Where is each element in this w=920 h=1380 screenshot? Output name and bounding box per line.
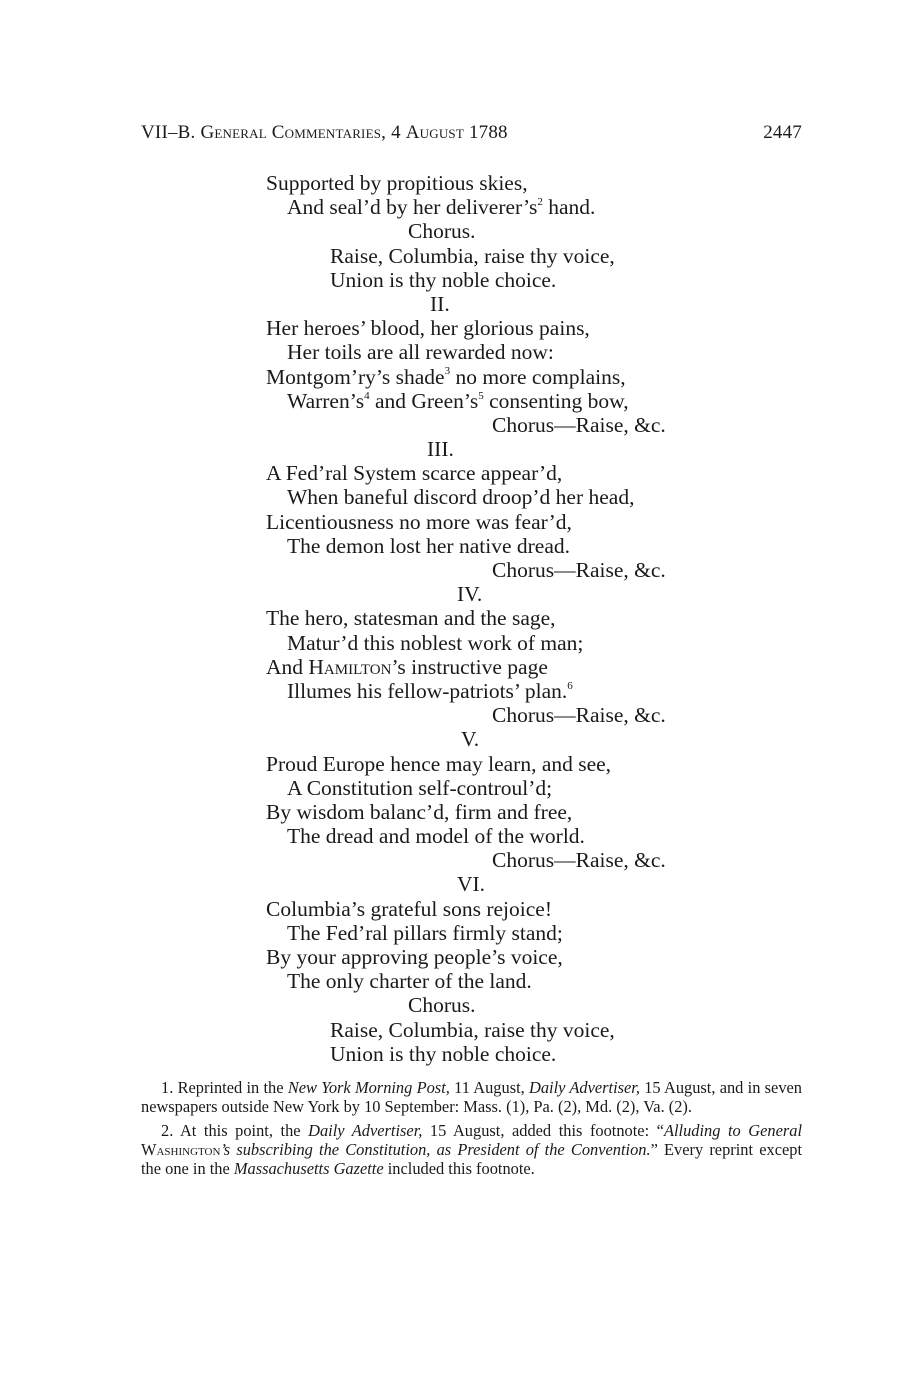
poem-line: By your approving people’s voice, bbox=[266, 945, 563, 969]
poem-line bbox=[266, 365, 786, 389]
line-text: Warren’s bbox=[287, 388, 365, 413]
title-month: August bbox=[405, 122, 464, 143]
title-year: 1788 bbox=[464, 122, 508, 143]
footnote-ref: 3 bbox=[444, 365, 451, 378]
quoted-text: ’s subscribing the Constitution, as President of the Convention. bbox=[220, 1139, 651, 1159]
poem-line bbox=[266, 389, 786, 413]
poem-line: The only charter of the land. bbox=[287, 969, 532, 994]
footnote-1 bbox=[141, 1078, 802, 1117]
name-small-caps: Washington bbox=[141, 1139, 221, 1159]
poem-line: When baneful discord droop’d her head, bbox=[287, 485, 635, 510]
line-text: consenting bow, bbox=[483, 388, 629, 413]
chorus-reference: Chorus—Raise, &c. bbox=[492, 558, 666, 582]
newspaper-title: Massachusetts Gazette bbox=[233, 1159, 384, 1179]
chorus-line: Union is thy noble choice. bbox=[330, 267, 557, 292]
running-head-title bbox=[141, 122, 508, 144]
stanza-number: V. bbox=[461, 727, 480, 752]
chorus-heading: Chorus. bbox=[408, 219, 476, 244]
chorus-line: Raise, Columbia, raise thy voice, bbox=[330, 1017, 615, 1042]
footnote-ref: 5 bbox=[478, 389, 484, 402]
poem bbox=[266, 171, 786, 1066]
poem-line: Licentiousness no more was fear’d, bbox=[266, 509, 572, 534]
note-text: 2. At this point, the bbox=[161, 1120, 309, 1140]
poem-line: Her toils are all rewarded now: bbox=[287, 340, 554, 365]
newspaper-title: Daily Advertiser, bbox=[529, 1078, 640, 1097]
stanza-number: III. bbox=[427, 437, 454, 462]
line-text: and Green’s bbox=[369, 388, 479, 413]
footnote-ref: 6 bbox=[567, 679, 573, 692]
poem-line: A Fed’ral System scarce appear’d, bbox=[266, 461, 563, 486]
line-text: no more complains, bbox=[450, 364, 626, 389]
running-head bbox=[141, 122, 802, 150]
chorus-reference: Chorus—Raise, &c. bbox=[492, 703, 666, 728]
footnote-2 bbox=[141, 1121, 802, 1179]
line-text: And seal’d by her deliverer’s bbox=[287, 195, 538, 220]
line-text: And bbox=[266, 654, 309, 679]
poem-line: Proud Europe hence may learn, and see, bbox=[266, 751, 612, 776]
stanza-number: VI. bbox=[457, 872, 486, 897]
poem-line bbox=[266, 195, 786, 219]
poem-line: The Fed’ral pillars firmly stand; bbox=[287, 920, 563, 945]
note-text: 15 August, and in seven newspapers outside New York by 10 September: Mass. (1), Pa. (2), Md. (2), Va. (2). bbox=[141, 1078, 802, 1117]
poem-line: The dread and model of the world. bbox=[287, 824, 585, 849]
poem-line: Her heroes’ blood, her glorious pains, bbox=[266, 316, 590, 341]
line-text: Montgom’ry’s shade bbox=[266, 364, 445, 389]
poem-line: By wisdom balanc’d, firm and free, bbox=[266, 799, 573, 824]
poem-line: A Constitution self-controul’d; bbox=[287, 775, 553, 800]
footnote-ref: 4 bbox=[364, 389, 370, 402]
chorus-line: Union is thy noble choice. bbox=[330, 1041, 557, 1066]
chorus-line: Raise, Columbia, raise thy voice, bbox=[330, 243, 615, 268]
poem-line: Supported by propitious skies, bbox=[266, 171, 528, 195]
page-number: 2447 bbox=[763, 122, 802, 143]
newspaper-title: Daily Advertiser, bbox=[308, 1120, 423, 1140]
stanza-number: IV. bbox=[457, 582, 483, 607]
note-text: included this footnote. bbox=[383, 1159, 535, 1179]
note-text: 1. Reprinted in the bbox=[161, 1078, 288, 1097]
line-text: hand. bbox=[542, 195, 596, 220]
poem-line: Columbia’s grateful sons rejoice! bbox=[266, 896, 552, 921]
note-text: 11 August, bbox=[449, 1078, 529, 1097]
note-text: 15 August, added this footnote: “ bbox=[422, 1120, 664, 1140]
footnotes bbox=[141, 1078, 802, 1182]
poem-line: The demon lost her native dread. bbox=[287, 533, 570, 558]
poem-line bbox=[266, 655, 786, 679]
title-prefix: VII–B. bbox=[141, 122, 201, 143]
poem-line bbox=[266, 679, 786, 703]
line-text: ’s instructive page bbox=[391, 654, 548, 679]
stanza-number: II. bbox=[430, 291, 450, 316]
quoted-text: Alluding to General bbox=[663, 1120, 803, 1140]
chorus-reference: Chorus—Raise, &c. bbox=[492, 848, 666, 873]
note-text: ” Every reprint except the one in the bbox=[141, 1139, 802, 1179]
poem-line: Matur’d this noblest work of man; bbox=[287, 630, 584, 655]
footnote-ref: 2 bbox=[537, 196, 543, 209]
line-text: Illumes his fellow-patriots’ plan. bbox=[287, 678, 568, 703]
name-small-caps: Hamilton bbox=[308, 654, 392, 679]
newspaper-title: New York Morning Post, bbox=[287, 1078, 450, 1097]
chorus-heading: Chorus. bbox=[408, 993, 476, 1018]
title-suffix: , 4 bbox=[381, 122, 406, 143]
chorus-reference: Chorus—Raise, &c. bbox=[492, 412, 666, 437]
poem-line: The hero, statesman and the sage, bbox=[266, 606, 556, 631]
title-caps: General Commentaries bbox=[200, 122, 382, 143]
